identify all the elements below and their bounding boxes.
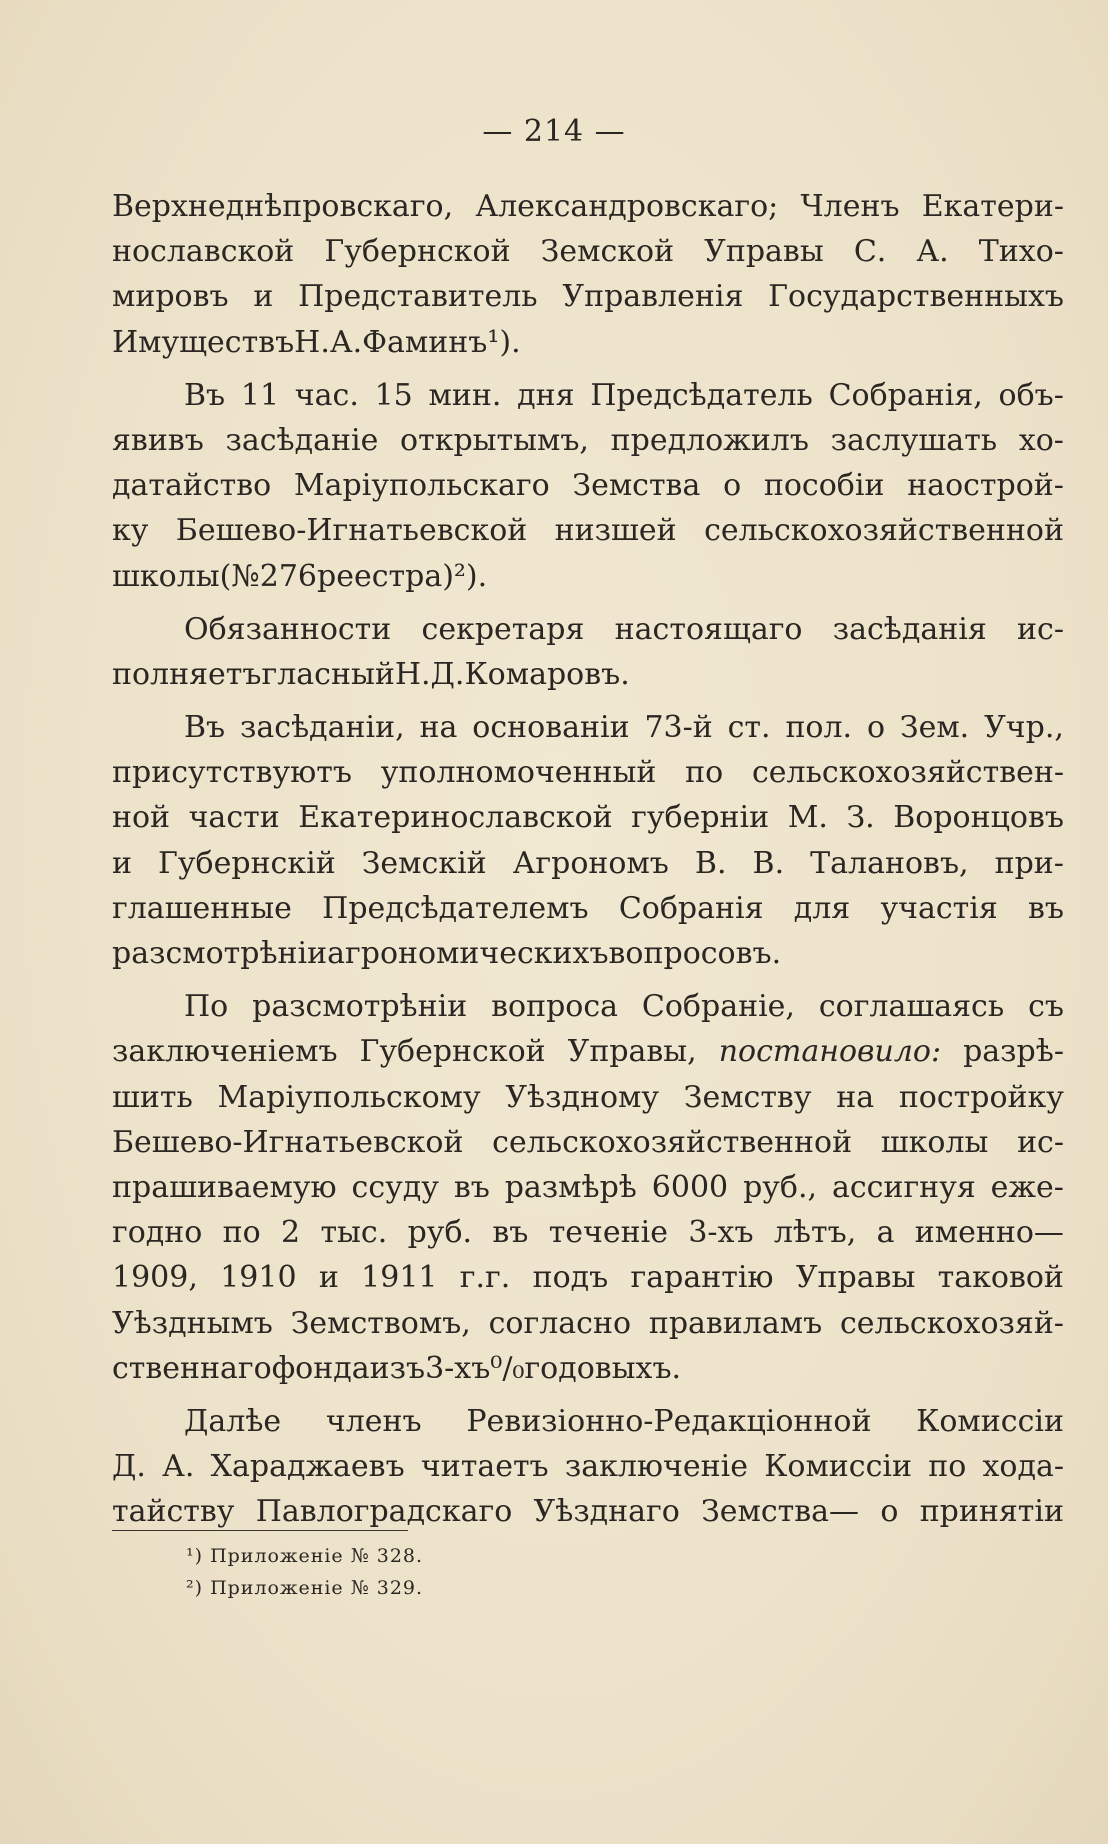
page-number: — 214 — [482,114,626,149]
word: агрономическихъ [327,936,609,971]
word: руб., [743,1169,818,1205]
word: основаніи [472,710,630,746]
text-line [112,984,1064,1029]
word: 11 [240,377,280,413]
word: 1910 [220,1260,297,1296]
text-line [112,841,1064,886]
word: г.г. [459,1260,511,1296]
word: руб. [407,1215,473,1251]
word: Представитель [298,279,538,315]
word: Павлоградскаго [255,1494,513,1530]
word: 2 [281,1215,301,1251]
word: Управленія [562,279,744,315]
word: таковой [937,1260,1064,1296]
word: части [188,800,280,836]
word: школы [880,1124,989,1160]
word: В. [694,845,727,881]
text-line [112,1301,1064,1346]
text-line [112,931,1064,976]
word: заключеніемъ [112,1034,338,1070]
word: теченіе [548,1215,668,1251]
word: Маріупольскому [217,1079,481,1115]
word: по [928,1449,967,1485]
word: Собранія [618,890,764,926]
text-line [112,1444,1064,1489]
text-line [112,554,1064,599]
footnotes [186,1540,423,1604]
word: годно [112,1215,203,1251]
word: Въ [184,377,226,413]
word: еже- [990,1169,1064,1205]
footnote: ²) Приложеніе № 329. [186,1577,424,1599]
word: школы [112,558,220,594]
word: прашиваемую [112,1169,337,1205]
word: подъ [532,1260,609,1296]
word: Учр., [984,710,1064,746]
word: въ [492,1215,529,1251]
word: Имуществъ [112,324,295,360]
word: Д. [430,656,465,692]
word: изъ [369,1350,426,1386]
word: Александровскаго; [475,189,779,224]
word: членъ [325,1403,422,1439]
text-line-with-italic [112,1029,1064,1074]
word: В. [752,845,785,881]
text-line [112,1075,1064,1120]
word: ¹). [487,324,521,360]
footnote-divider [112,1530,408,1531]
word: засѣданіе [225,422,379,458]
word: Губернскій [158,845,336,881]
text-line [112,750,1064,795]
word: въ [1028,890,1064,926]
text-line [112,1346,1064,1391]
word: согласно [488,1305,632,1341]
word: Фаминъ [362,324,488,360]
word: Губернской [359,1034,546,1070]
word: секретаря [421,611,585,647]
word: ной [112,800,171,836]
word: Собраніе, [641,989,795,1025]
word: лѣтъ, [773,1215,857,1251]
word: сельскохозяйственной [492,1124,853,1160]
word: для [793,890,851,926]
word: сельскохозяйствен- [751,755,1064,791]
word: ственнаго [112,1350,272,1386]
word: Комиссіи [764,1449,912,1485]
word: по [685,755,724,791]
word: ассигнуя [831,1169,976,1205]
word: час. [294,377,359,413]
word: явивъ [112,422,204,458]
word: Д. [112,1449,146,1485]
word: М. [787,800,828,836]
word: глашенные [112,890,292,926]
text-line [112,795,1064,840]
word: Земскій [361,845,487,881]
word: тыс. [320,1215,388,1251]
text-line [112,886,1064,931]
text-line [112,184,1064,229]
text-line [112,1255,1064,1300]
text-line [112,508,1064,553]
word: Бешево-Игнатьевской [112,1124,464,1160]
word: Уѣзднымъ [112,1305,273,1341]
word: присутствуютъ [112,755,352,791]
word: ис- [1017,611,1064,647]
word: въ [453,1169,490,1205]
word: и [318,1260,339,1296]
word: Обязанности [184,611,392,647]
word: уполномоченный [380,755,657,791]
word: Н. [394,656,431,692]
word: Уѣздному [505,1079,660,1115]
word: засѣданія [832,611,987,647]
word: и [253,279,274,315]
word: Н. [294,324,330,360]
word: на [419,710,458,746]
word: Государственныхъ [768,279,1064,315]
word: Управы, [567,1034,697,1070]
word: годовыхъ. [524,1350,682,1386]
text-line [112,652,1064,697]
word: Маріупольскаго [293,468,550,504]
word: заключеніе [564,1449,748,1485]
text-line [112,320,1064,365]
word: по [222,1215,261,1251]
word: Управы [704,234,824,270]
word: 3-хъ [425,1350,491,1386]
word: датайство [112,468,272,504]
word: Зем. [899,710,970,746]
word: ст. [727,710,771,746]
word: засѣданіи, [240,710,405,746]
text-line [112,274,1064,319]
word: 1909, [112,1260,198,1296]
text-line [112,607,1064,652]
word: 276 [259,558,317,594]
word: вопросовъ. [608,936,782,971]
text-line [112,1399,1064,1444]
word: Екатеринославской [298,800,613,836]
word: разсмотрѣніи [252,989,468,1025]
text-line [112,463,1064,508]
word: А. [329,324,363,360]
word: съ [1028,989,1064,1025]
text-line [112,418,1064,463]
word: 3-хъ [688,1215,754,1251]
word: полняетъ [112,656,262,692]
word: Воронцовъ [893,800,1064,836]
text-line [112,1120,1064,1165]
word: о [866,710,886,746]
word: дня [517,377,575,413]
word: постановило: [718,1034,942,1070]
word: правиламъ [648,1305,823,1341]
word: ку [112,513,149,549]
word: хода- [982,1449,1064,1485]
word: сельскохозяйственной [704,513,1064,549]
word: гарантію [630,1260,774,1296]
word: Далѣе [184,1403,282,1439]
word: и [112,845,132,881]
word: Собранія, [828,377,983,413]
word: Уѣзднаго [533,1494,680,1530]
word: о [880,1494,899,1530]
word: Земской [540,234,675,270]
word: читаетъ [420,1449,549,1485]
text-line [112,229,1064,274]
word: при- [994,845,1064,881]
word: ис- [1017,1124,1064,1160]
word: наострой- [907,468,1064,504]
word: ссуду [351,1169,439,1205]
word: Земства— [701,1494,860,1530]
body-text [112,184,1064,1534]
word: ⁰/₀ [490,1350,525,1386]
word: мировъ [112,279,229,315]
word: губерніи [631,800,770,836]
word: на [836,1079,875,1115]
word: ²). [453,558,488,594]
word: Екатери- [921,189,1064,224]
word: разрѣ- [963,1034,1064,1070]
word: 1911 [361,1260,438,1296]
word: реестра) [317,558,454,594]
word: а [876,1215,895,1251]
word: Членъ [800,189,900,224]
word: настоящаго [614,611,803,647]
word: З. [846,800,875,836]
word: низшей [554,513,677,549]
word: Ревизіонно-Редакціонной [466,1403,872,1439]
word: Агрономъ [512,845,669,881]
word: о [723,468,742,504]
word: Земства [572,468,701,504]
text-line [112,373,1064,418]
footnote: ¹) Приложеніе № 328. [186,1545,424,1567]
word: именно— [914,1215,1064,1251]
word: гласный [261,656,395,692]
text-line [112,1489,1064,1534]
word: фонда [271,1350,370,1386]
word: тайству [112,1494,235,1530]
word: объ- [998,377,1064,413]
word: Комиссіи [916,1403,1064,1439]
word: Комаровъ. [464,656,630,692]
word: А. [916,234,949,270]
word: нославской [112,234,295,270]
word: (№ [219,558,260,594]
word: 15 [374,377,413,413]
word: принятіи [919,1494,1064,1530]
word: пособіи [763,468,885,504]
word: 73-й [644,710,713,746]
word: Въ [184,710,226,746]
word: Предсѣдатель [590,377,813,413]
text-line [112,1165,1064,1210]
word: соглашаясь [818,989,1005,1025]
word: предложилъ [610,422,809,458]
word: С. [853,234,887,270]
word: Земствомъ, [290,1305,471,1341]
word: Губернской [324,234,511,270]
word: пол. [785,710,853,746]
word: открытымъ, [400,422,589,458]
word: Управы [795,1260,916,1296]
word: постройку [898,1079,1064,1115]
word: Тихо- [978,234,1064,270]
word: Верхнеднѣпровскаго, [112,189,454,224]
word: Бешево-Игнатьевской [175,513,528,549]
word: Хараджаевъ [210,1449,405,1485]
text-line [112,705,1064,750]
word: мин. [428,377,502,413]
word: Талановъ, [810,845,969,881]
word: вопроса [491,989,619,1025]
word: хо- [1018,422,1064,458]
word: Предсѣдателемъ [322,890,589,926]
text-line [112,1210,1064,1255]
word: По [184,989,229,1025]
word: А. [162,1449,195,1485]
word: участія [880,890,998,926]
word: Земству [683,1079,812,1115]
word: сельскохозяй- [839,1305,1064,1341]
word: заслушать [830,422,998,458]
word: размѣрѣ [504,1169,637,1205]
word: 6000 [651,1169,729,1205]
word: разсмотрѣніи [112,936,328,971]
word: шить [112,1079,193,1115]
